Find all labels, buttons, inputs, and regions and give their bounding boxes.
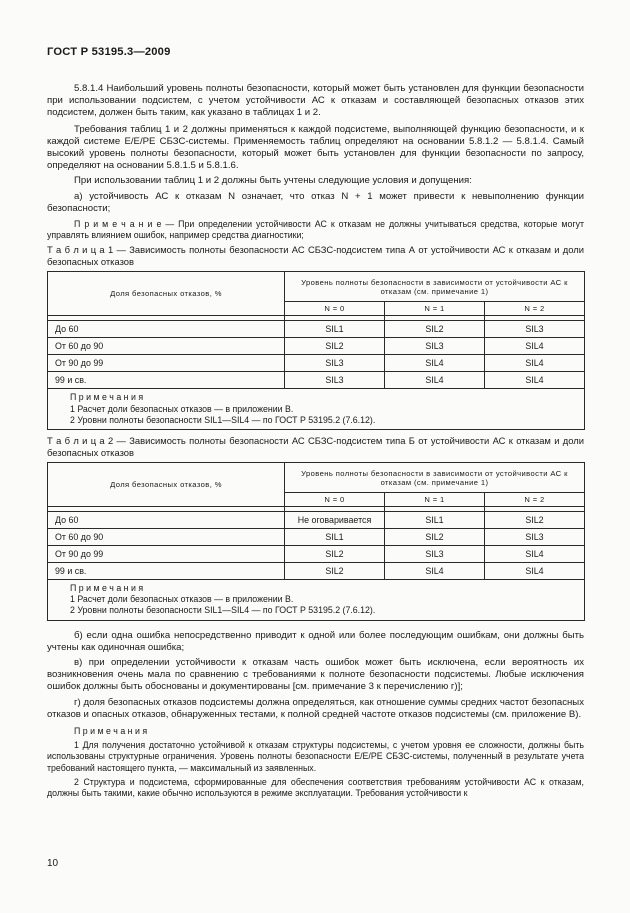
table-notes-row (48, 389, 585, 430)
document-header: ГОСТ Р 53195.3—2009 (47, 46, 171, 58)
cell-n0: SIL3 (285, 355, 385, 372)
note-1 (47, 219, 584, 241)
paragraph-tables-requirements: Требования таблиц 1 и 2 должны применяться к каждой подсистеме, выполняющей функцию безопасности, и к каждой системе Е/Е/РЕ СБЗС-системы. Применяемость таблиц определяют на основании 5.8.1.2 — 5.8.1.4. Самый высокий уровень полноты безопасности, который может быть установлен для функции безопасности по запросу, определяют на основании 5.8.1.5 и 5.8.1.6. (47, 123, 584, 172)
cell-n1: SIL4 (385, 563, 485, 580)
table-1-caption-text: — Зависимость полноты безопасности АС СБЗС-подсистем типа А от устойчивости АС к отказам и доли безопасных отказов (47, 244, 584, 268)
table-header-row (48, 272, 585, 302)
table-note-2: 2 Уровни полноты безопасности SIL1—SIL4 — по ГОСТ Р 53195.2 (7.6.12). (70, 414, 376, 425)
note-1-label: П р и м е ч а н и е (74, 219, 162, 230)
cell-n0: SIL2 (285, 338, 385, 355)
note-2-2: 2 Структура и подсистема, сформированные для обеспечения соответствия требованиям устойчивости АС к отказам, должны быть такими, какие обычно используются в режиме эксплуатации. Требования устойчивости к (47, 776, 584, 799)
table-row (48, 512, 585, 529)
header-n1: N = 1 (385, 493, 485, 507)
paragraph-conditions: При использовании таблиц 1 и 2 должны быть учтены следующие условия и допущения: (74, 175, 472, 187)
group-header-sil-level: Уровень полноты безопасности в зависимости от устойчивости АС к отказам (см. примечание 1) (285, 463, 585, 493)
cell-n2: SIL3 (485, 529, 585, 546)
page-number: 10 (47, 858, 59, 869)
cell-n2: SIL4 (485, 338, 585, 355)
cell-n2: SIL4 (485, 355, 585, 372)
table-1-notes (48, 389, 585, 430)
table-1 (47, 271, 585, 430)
table-note-1: 1 Расчет доли безопасных отказов — в приложении В. (70, 403, 294, 414)
body-text-continued (47, 630, 584, 800)
notes-title: П р и м е ч а н и я (74, 726, 148, 737)
group-header-sil-level: Уровень полноты безопасности в зависимости от устойчивости АС к отказам (см. примечание 1) (285, 272, 585, 302)
table-notes-title: П р и м е ч а н и я (70, 583, 144, 594)
table-notes-title: П р и м е ч а н и я (70, 392, 144, 403)
cell-n2: SIL2 (485, 512, 585, 529)
column-header-safe-failure-fraction: Доля безопасных отказов, % (48, 272, 285, 316)
table-row (48, 321, 585, 338)
table-notes-row (48, 580, 585, 621)
row-label: От 60 до 90 (48, 338, 285, 355)
cell-n0: Не оговаривается (285, 512, 385, 529)
table-note-1: 1 Расчет доли безопасных отказов — в приложении В. (70, 594, 294, 605)
table-1-caption (47, 244, 584, 268)
cell-n1: SIL4 (385, 355, 485, 372)
cell-n0: SIL2 (285, 563, 385, 580)
item-v: в) при определении устойчивости к отказам часть ошибок может быть исключена, если вероятность их возникновения очень мала по сравнению с требованиями к полноте безопасности подсистемы. Любые исключения ошибок должны быть обоснованы и документированы [см. примечание 3 к перечислению г)]; (47, 657, 584, 693)
row-label: 99 и св. (48, 563, 285, 580)
header-n1: N = 1 (385, 302, 485, 316)
cell-n1: SIL1 (385, 512, 485, 529)
header-n2: N = 2 (485, 302, 585, 316)
table-row (48, 529, 585, 546)
paragraph-5-8-1-4: 5.8.1.4 Наибольший уровень полноты безопасности, который может быть установлен для функции безопасности при использовании подсистем, с учетом устойчивости АС к отказам и составляющей безопасных отказов этих подсистем, должен быть таким, как указано в таблицах 1 и 2. (47, 83, 584, 119)
note-1-text: — При определении устойчивости АС к отказам не должны учитываться средства, которые могут управлять влиянием ошибок, например средства диагностики; (47, 219, 584, 241)
cell-n2: SIL4 (485, 546, 585, 563)
table-1-caption-label: Т а б л и ц а 1 (47, 244, 114, 256)
table-2-caption-text: — Зависимость полноты безопасности АС СБЗС-подсистем типа Б от устойчивости АС к отказам и доли безопасных отказов (47, 435, 584, 459)
row-label: От 60 до 90 (48, 529, 285, 546)
note-2-1: 1 Для получения достаточно устойчивой к отказам структуры подсистемы, с учетом уровня ее сложности, должны быть использованы структурные ограничения. Уровень полноты безопасности Е/Е/РЕ СБЗС-системы, полученный в результате учета требований настоящего пункта, — максимальный из заявленных. (47, 740, 584, 773)
table-row (48, 355, 585, 372)
row-label: От 90 до 99 (48, 355, 285, 372)
table-row (48, 546, 585, 563)
row-label: От 90 до 99 (48, 546, 285, 563)
cell-n1: SIL3 (385, 338, 485, 355)
item-g: г) доля безопасных отказов подсистемы должна определяться, как отношение суммы средних частот безопасных отказов и опасных отказов, обнаруженных тестами, к полной средней частоте отказов подсистемы (см. приложение В). (47, 696, 584, 720)
row-label: До 60 (48, 512, 285, 529)
cell-n0: SIL2 (285, 546, 385, 563)
header-n0: N = 0 (285, 493, 385, 507)
row-label: До 60 (48, 321, 285, 338)
cell-n1: SIL2 (385, 529, 485, 546)
cell-n1: SIL4 (385, 372, 485, 389)
cell-n2: SIL4 (485, 563, 585, 580)
table-2 (47, 462, 585, 621)
cell-n1: SIL2 (385, 321, 485, 338)
cell-n2: SIL3 (485, 321, 585, 338)
body-text (47, 83, 584, 241)
column-header-safe-failure-fraction: Доля безопасных отказов, % (48, 463, 285, 507)
table-2-caption (47, 435, 584, 459)
table-row (48, 338, 585, 355)
header-n0: N = 0 (285, 302, 385, 316)
table-row (48, 563, 585, 580)
row-label: 99 и св. (48, 372, 285, 389)
cell-n0: SIL1 (285, 321, 385, 338)
item-a: а) устойчивость АС к отказам N означает, что отказ N + 1 может привести к невыполнению функции безопасности; (47, 190, 584, 214)
header-n2: N = 2 (485, 493, 585, 507)
cell-n0: SIL3 (285, 372, 385, 389)
cell-n2: SIL4 (485, 372, 585, 389)
table-note-2: 2 Уровни полноты безопасности SIL1—SIL4 — по ГОСТ Р 53195.2 (7.6.12). (70, 605, 376, 616)
cell-n1: SIL3 (385, 546, 485, 563)
item-b: б) если одна ошибка непосредственно приводит к одной или более последующим ошибкам, они должны быть учтены как одиночная ошибка; (47, 629, 584, 653)
cell-n0: SIL1 (285, 529, 385, 546)
table-2-caption-label: Т а б л и ц а 2 (47, 435, 114, 447)
table-row (48, 372, 585, 389)
table-2-notes (48, 580, 585, 621)
table-header-row (48, 463, 585, 493)
